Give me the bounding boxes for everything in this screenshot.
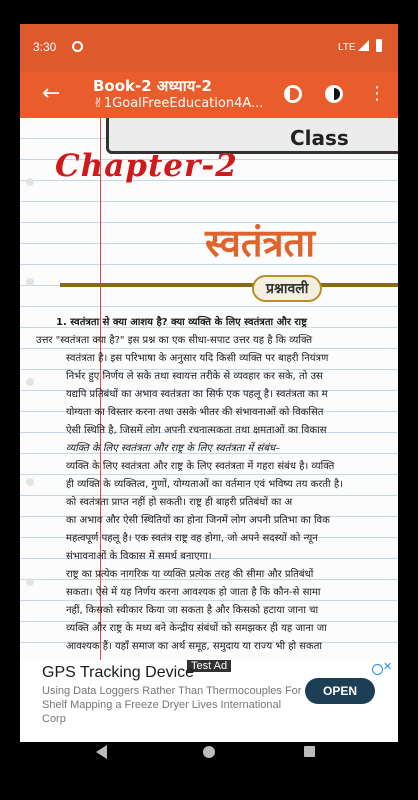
text-line: सकता। ऐसे में यह निर्णय करना आवश्यक हो जाता है कि कौन-से सामा bbox=[66, 587, 321, 598]
ad-body: Using Data Loggers Rather Than Thermocouples For Shelf Mapping a Freeze Dryer Lives International Corp bbox=[42, 685, 302, 725]
test-ad-badge: Test Ad bbox=[187, 660, 231, 672]
question-line: 1. स्वतंत्रता से क्या आशय है? क्या व्यक्ति के लिए स्वतंत्रता और राष्ट्र bbox=[56, 317, 307, 328]
ad-info-icon[interactable] bbox=[372, 664, 383, 675]
status-time: 3:30 bbox=[33, 40, 57, 54]
book-page[interactable] bbox=[20, 118, 398, 660]
text-line: ऐसी स्थिति है, जिसमें लोग अपनी रचनात्मकता तथा क्षमताओं का विकास bbox=[66, 425, 327, 436]
contrast-icon[interactable] bbox=[325, 85, 343, 103]
status-bar bbox=[20, 24, 398, 72]
nav-back-icon[interactable] bbox=[96, 745, 107, 759]
text-line: राष्ट्र का प्रत्येक नागरिक या व्यक्ति प्रत्येक तरह की सीमा और प्रतिबंधों bbox=[66, 569, 314, 580]
chapter-heading: स्वतंत्रता bbox=[205, 221, 316, 265]
binder-hole bbox=[26, 178, 34, 186]
binder-hole bbox=[26, 278, 34, 286]
ad-open-button[interactable]: OPEN bbox=[305, 678, 375, 704]
network-type: LTE bbox=[338, 42, 356, 53]
brightness-icon[interactable] bbox=[284, 85, 302, 103]
ad-banner[interactable] bbox=[20, 660, 398, 742]
text-line: उत्तर "स्वतंत्रता क्या है?" इस प्रश्न का एक सीधा-सपाट उत्तर यह है कि व्यक्ति bbox=[36, 335, 313, 346]
nav-home-icon[interactable] bbox=[203, 746, 215, 758]
class-label: Class bbox=[290, 126, 349, 150]
battery-icon bbox=[376, 39, 382, 52]
nav-recents-icon[interactable] bbox=[304, 746, 315, 757]
text-line: योग्यता का विस्तार करना तथा उसके भीतर की संभावनाओं को विकसित bbox=[66, 407, 324, 418]
back-arrow-icon[interactable]: ← bbox=[42, 81, 61, 106]
text-line: महत्वपूर्ण पहलू है। एक स्वतंत्र राष्ट्र वह होगा, जो अपने सदस्यों को न्यून bbox=[66, 533, 318, 544]
notification-icon bbox=[72, 41, 83, 52]
text-line: ही व्यक्ति के व्यक्तित्व, गुणों, योग्यताओं का वर्तमान एवं भविष्य तय करती है। bbox=[66, 479, 343, 490]
text-line: संभावनाओं के विकास में समर्थ बनाएगा। bbox=[66, 551, 212, 562]
toolbar-subtitle: ✌1GoalFreeEducation4A... bbox=[93, 96, 264, 111]
subheading-line: व्यक्ति के लिए स्वतंत्रता और राष्ट्र के लिए स्वतंत्रता में संबंध– bbox=[66, 443, 281, 454]
text-line: निर्भर हुए निर्णय ले सके तथा स्वायत्त तरीके से व्यवहार कर सके, तो उस bbox=[66, 371, 323, 382]
text-line: व्यक्ति के लिए स्वतंत्रता और राष्ट्र के लिए स्वतंत्रता में गहरा संबंध है। व्यक्ति bbox=[66, 461, 335, 472]
text-line: को स्वतंत्रता प्राप्त नहीं हो सकती। राष्ट्र ही बाहरी प्रतिबंधों का अ bbox=[66, 497, 293, 508]
text-line: यद्यपि प्रतिबंधों का अभाव स्वतंत्रता का सिर्फ एक पहलू है। स्वतंत्रता का म bbox=[66, 389, 328, 400]
binder-hole bbox=[26, 578, 34, 586]
text-line: व्यक्ति और राष्ट्र के मध्य बने केन्द्रीय संबंधों को समझकर ही यह जाना जा bbox=[66, 623, 327, 634]
heading-rule bbox=[60, 283, 398, 287]
toolbar-title: Book-2 अध्याय-2 bbox=[93, 77, 212, 95]
text-line: आवश्यक हैं। यहाँ समाज का अर्थ समूह, समुदाय या राज्य भी हो सकता bbox=[66, 641, 323, 652]
binder-hole bbox=[26, 378, 34, 386]
app-toolbar bbox=[20, 72, 398, 118]
text-line: नहीं, किसको स्वीकार किया जा सकता है और किसको हटाया जाना चा bbox=[66, 605, 319, 616]
ad-close-icon[interactable]: ✕ bbox=[383, 660, 393, 673]
navigation-bar bbox=[20, 742, 398, 776]
text-line: स्वतंत्रता है। इस परिभाषा के अनुसार यदि किसी व्यक्ति पर बाहरी नियंत्रण bbox=[66, 353, 329, 364]
binder-hole bbox=[26, 478, 34, 486]
phone-screen bbox=[20, 24, 398, 776]
section-pill: प्रश्नावली bbox=[252, 275, 322, 302]
more-vert-icon[interactable]: ⋮ bbox=[368, 83, 386, 104]
signal-icon bbox=[358, 40, 369, 51]
chapter-label: Chapter-2 bbox=[55, 148, 238, 184]
ad-title[interactable]: GPS Tracking Device bbox=[42, 664, 195, 681]
text-line: का अभाव और ऐसी स्थितियों का होना जिनमें लोग अपनी प्रतिभा का विक bbox=[66, 515, 330, 526]
